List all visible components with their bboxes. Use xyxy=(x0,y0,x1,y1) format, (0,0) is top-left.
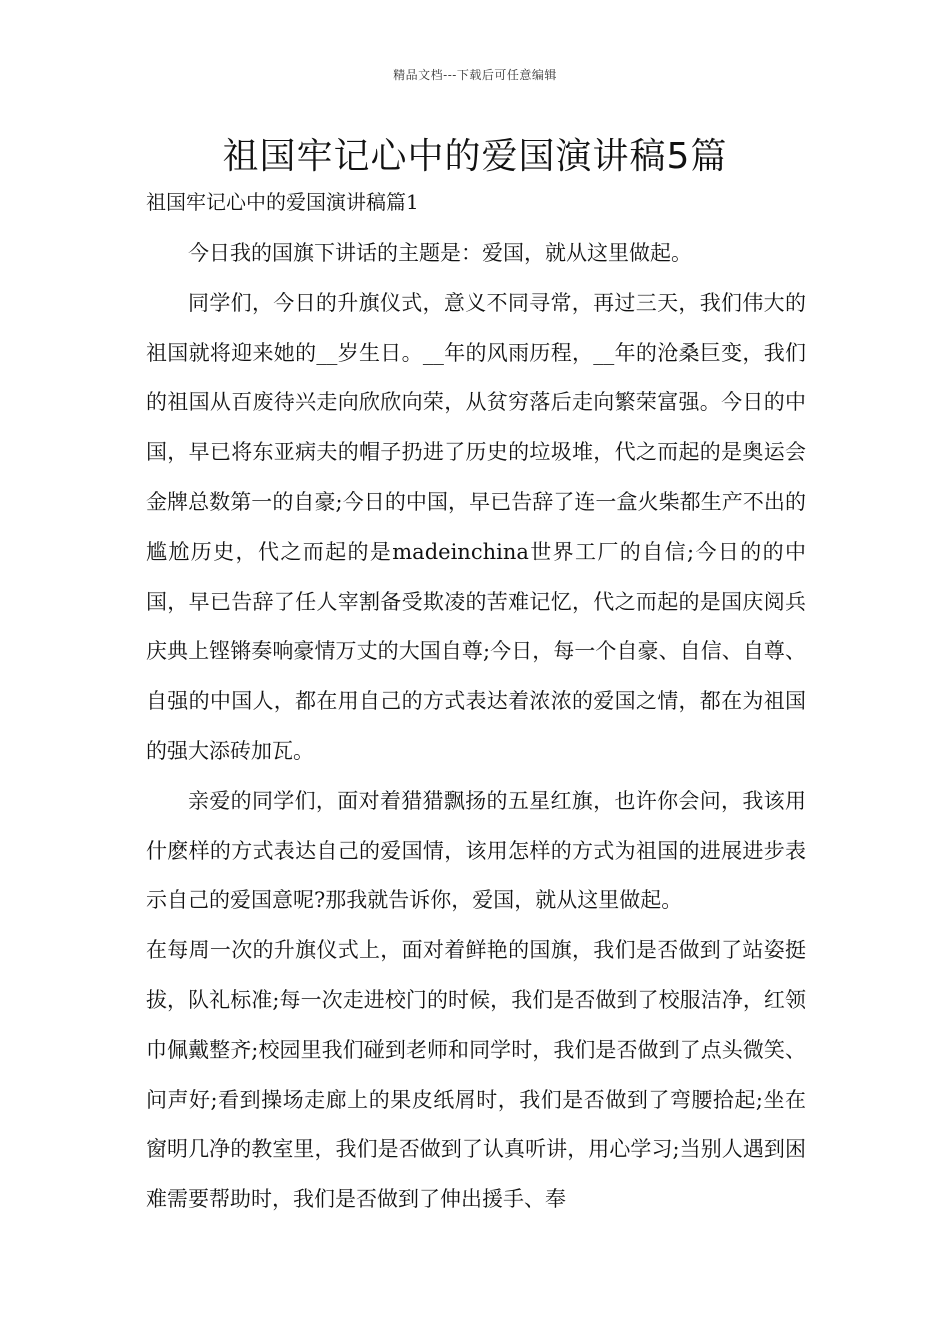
paragraph-4: 在每周一次的升旗仪式上，面对着鲜艳的国旗，我们是否做到了站姿挺拔，队礼标准;每一次走进校门的时候，我们是否做到了校服洁净，红领巾佩戴整齐;校园里我们碰到老师和同学时，我们是否做到了点头微笑、问声好;看到操场走廊上的果皮纸屑时，我们是否做到了弯腰拾起;坐在窗明几净的教室里，我们是否做到了认真听讲，用心学习;当别人遇到困难需要帮助时，我们是否做到了伸出援手、奉 xyxy=(146,938,806,1212)
document-title: 祖国牢记心中的爱国演讲稿5篇 xyxy=(222,136,728,177)
header-note: 精品文档---下载后可任意编辑 xyxy=(393,68,557,82)
section-subtitle: 祖国牢记心中的爱国演讲稿篇1 xyxy=(146,190,419,214)
paragraph-2: 同学们，今日的升旗仪式，意义不同寻常，再过三天，我们伟大的祖国就将迎来她的__岁生日。__年的风雨历程，__年的沧桑巨变，我们的祖国从百废待兴走向欣欣向荣，从贫穷落后走向繁荣富强。今日的中国，早已将东亚病夫的帽子扔进了历史的垃圾堆，代之而起的是奥运会金牌总数第一的自豪;今日的中国，早已告辞了连一盒火柴都生产不出的尴尬历史，代之而起的是madeinchina世界工厂的自信;今日的的中国，早已告辞了任人宰割备受欺凌的苦难记忆，代之而起的是国庆阅兵庆典上铿锵奏响豪情万丈的大国自尊;今日，每一个自豪、自信、自尊、自强的中国人，都在用自己的方式表达着浓浓的爱国之情，都在为祖国的强大添砖加瓦。 xyxy=(146,290,806,763)
paragraph-1: 今日我的国旗下讲话的主题是：爱国，就从这里做起。 xyxy=(188,241,692,265)
body-text xyxy=(146,229,806,1225)
paragraph-3: 亲爱的同学们，面对着猎猎飘扬的五星红旗，也许你会问，我该用什麽样的方式表达自己的爱国情，该用怎样的方式为祖国的进展进步表示自己的爱国意呢?那我就告诉你，爱国，就从这里做起。 xyxy=(146,788,806,913)
